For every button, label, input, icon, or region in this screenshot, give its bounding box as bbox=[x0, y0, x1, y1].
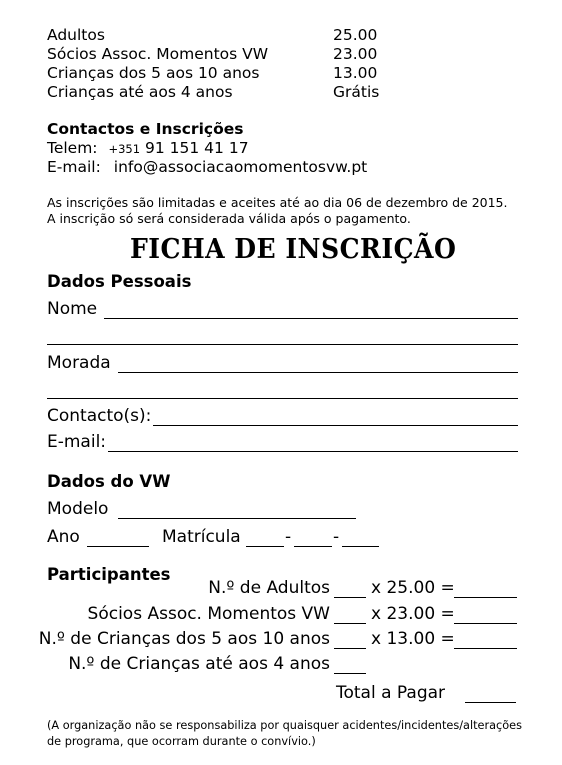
participants-members-qty[interactable] bbox=[334, 623, 366, 624]
plate-separator-1: - bbox=[285, 527, 292, 547]
plate-field-part-1[interactable] bbox=[246, 546, 284, 547]
model-field[interactable] bbox=[118, 518, 356, 519]
participants-adults-subtotal[interactable] bbox=[454, 597, 517, 598]
participants-adults-price: x 25.00 = bbox=[371, 578, 455, 598]
plate-label: Matrícula bbox=[162, 527, 241, 547]
email-field-label: E-mail: bbox=[47, 432, 107, 452]
year-label: Ano bbox=[47, 527, 80, 547]
notice-line-2: A inscrição só será considerada válida após o pagamento. bbox=[47, 211, 411, 226]
address-label: Morada bbox=[47, 353, 111, 373]
participants-children-5-10-label: N.º de Crianças dos 5 aos 10 anos bbox=[38, 629, 330, 649]
participants-children-5-10-qty[interactable] bbox=[334, 648, 366, 649]
disclaimer-line-1: (A organização não se responsabiliza por quaisquer acidentes/incidentes/alterações bbox=[47, 719, 522, 732]
total-field[interactable] bbox=[465, 702, 516, 703]
participants-children-under-4-label: N.º de Crianças até aos 4 anos bbox=[68, 654, 330, 674]
contacts-heading: Contactos e Inscrições bbox=[47, 120, 244, 138]
name-field-line-2[interactable] bbox=[47, 344, 518, 345]
contact-label: Contacto(s): bbox=[47, 406, 152, 426]
year-field[interactable] bbox=[87, 546, 149, 547]
email-label: E-mail: bbox=[47, 158, 101, 176]
email-address: info@associacaomomentosvw.pt bbox=[113, 158, 368, 176]
personal-heading: Dados Pessoais bbox=[47, 272, 192, 291]
notice-line-1: As inscrições são limitadas e aceites até ao dia 06 de dezembro de 2015. bbox=[47, 195, 508, 210]
contacts-phone bbox=[47, 139, 249, 157]
price-value-children-5-10: 13.00 bbox=[333, 64, 378, 82]
participants-children-5-10-subtotal[interactable] bbox=[454, 648, 517, 649]
phone-prefix: +351 bbox=[108, 142, 141, 156]
price-label-children-5-10: Crianças dos 5 aos 10 anos bbox=[47, 64, 260, 82]
name-label: Nome bbox=[47, 299, 98, 319]
address-field[interactable] bbox=[118, 372, 518, 373]
form-title: FICHA DE INSCRIÇÃO bbox=[130, 234, 457, 265]
total-label: Total a Pagar bbox=[336, 683, 446, 703]
disclaimer-line-2: de programa, que ocorram durante o convívio.) bbox=[47, 735, 316, 748]
participants-members-price: x 23.00 = bbox=[371, 604, 455, 624]
phone-number: 91 151 41 17 bbox=[145, 139, 249, 157]
contacts-email bbox=[47, 158, 367, 176]
participants-children-under-4-qty[interactable] bbox=[334, 673, 366, 674]
email-field[interactable] bbox=[108, 451, 518, 452]
price-value-children-under-4: Grátis bbox=[333, 83, 380, 101]
price-label-children-under-4: Crianças até aos 4 anos bbox=[47, 83, 233, 101]
name-field[interactable] bbox=[104, 318, 518, 319]
price-value-members: 23.00 bbox=[333, 45, 378, 63]
address-field-line-2[interactable] bbox=[47, 398, 518, 399]
participants-adults-qty[interactable] bbox=[334, 597, 366, 598]
plate-field-part-3[interactable] bbox=[342, 546, 379, 547]
contact-field[interactable] bbox=[153, 425, 518, 426]
participants-heading: Participantes bbox=[47, 565, 171, 584]
participants-children-5-10-price: x 13.00 = bbox=[371, 629, 455, 649]
phone-label: Telem: bbox=[47, 139, 98, 157]
price-label-adults: Adultos bbox=[47, 26, 105, 44]
plate-field-part-2[interactable] bbox=[294, 546, 332, 547]
participants-adults-label: N.º de Adultos bbox=[208, 578, 330, 598]
participants-members-label: Sócios Assoc. Momentos VW bbox=[87, 604, 330, 624]
price-value-adults: 25.00 bbox=[333, 26, 378, 44]
price-label-members: Sócios Assoc. Momentos VW bbox=[47, 45, 269, 63]
participants-members-subtotal[interactable] bbox=[454, 623, 517, 624]
vw-heading: Dados do VW bbox=[47, 472, 171, 491]
plate-separator-2: - bbox=[333, 527, 340, 547]
model-label: Modelo bbox=[47, 499, 109, 519]
